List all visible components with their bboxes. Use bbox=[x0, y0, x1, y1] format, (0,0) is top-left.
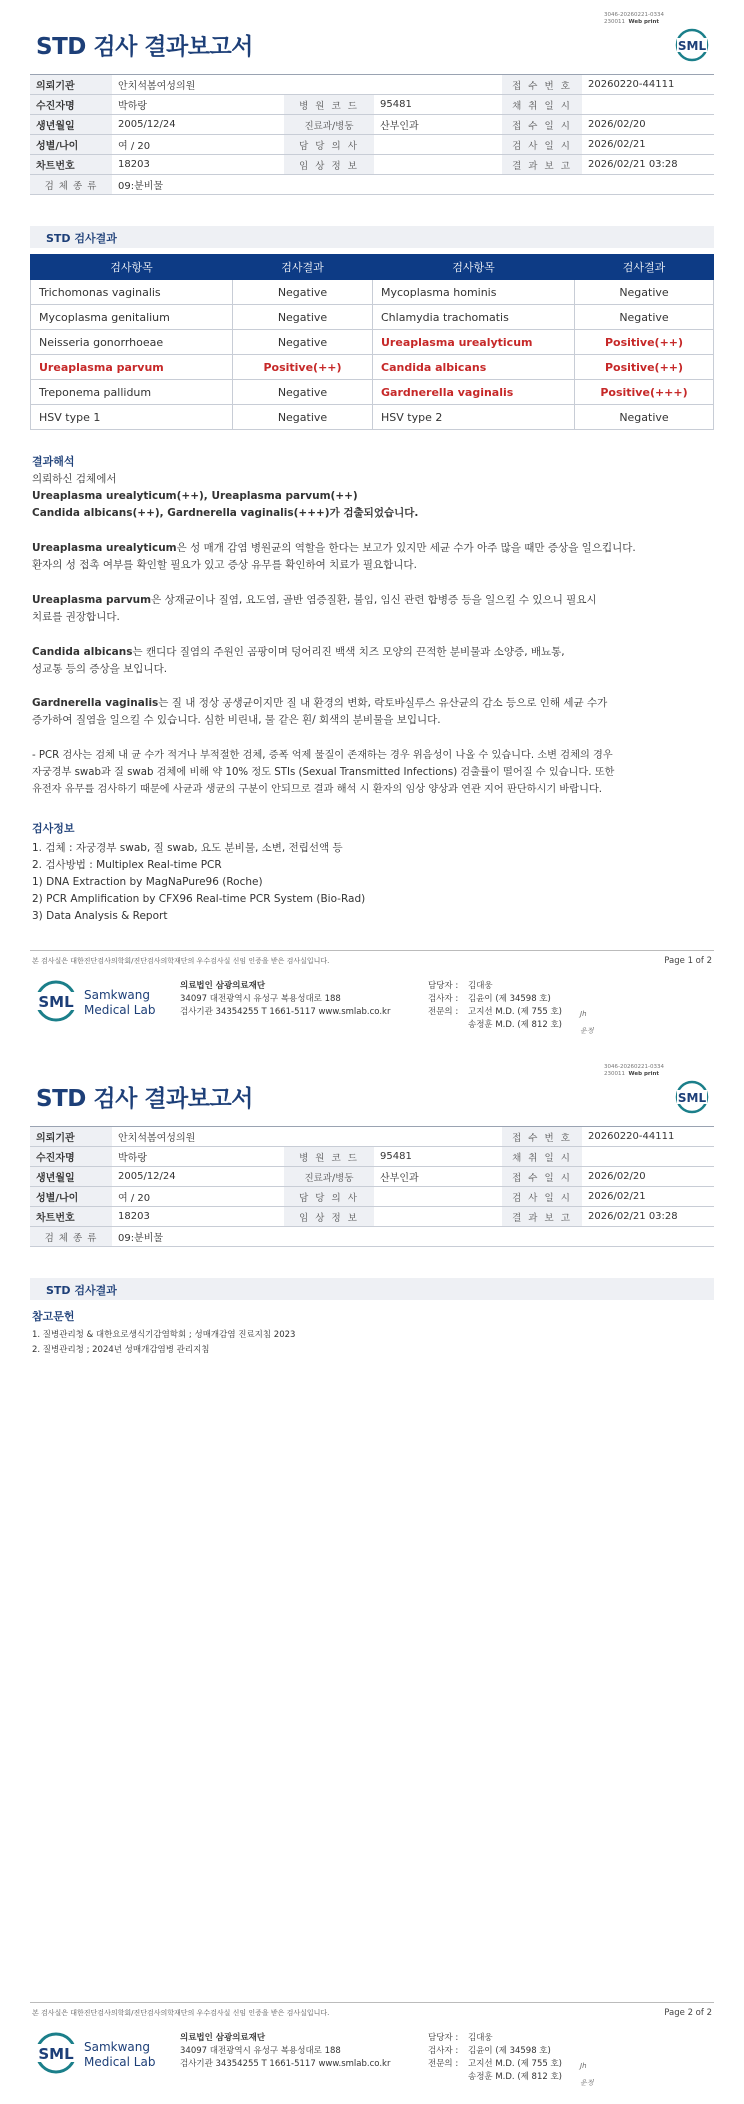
test-result-value: Positive(+++) bbox=[575, 380, 714, 405]
test-item-name: Ureaplasma urealyticum bbox=[373, 330, 575, 355]
staff-info: 담당자 : 김대웅 검사자 : 김윤이 (제 34598 호) 전문의 : 고지선 M.D. (제 755 호) 송정훈 M.D. (제 812 호) bbox=[428, 2033, 563, 2082]
test-result-value: Negative bbox=[233, 280, 373, 305]
interp-up: Ureaplasma parvum은 상재균이나 질염, 요도염, 골반 염증질환, 불임, 임신 관련 합병증 등을 일으킬 수 있으니 필요시 치료를 권장합니다. bbox=[32, 594, 597, 623]
references-list: 1. 질병관리청 & 대한요로생식기감염학회 ; 성매개감염 진료지침 2023 2. 질병관리청 ; 2024년 성매개감염병 관리지침 bbox=[32, 1330, 296, 1355]
footer-divider bbox=[30, 950, 714, 951]
test-item-name: Ureaplasma parvum bbox=[31, 355, 233, 380]
test-result-value: Positive(++) bbox=[575, 355, 714, 380]
test-item-name: HSV type 2 bbox=[373, 405, 575, 430]
result-row bbox=[31, 330, 714, 355]
interpretation-summary: 의뢰하신 검체에서 Ureaplasma urealyticum(++), Ureaplasma parvum(++) Candida albicans(++), Gardnerella vaginalis(+++)가 검출되었습니다. bbox=[32, 473, 419, 519]
report-page-2 bbox=[0, 1052, 744, 2104]
section-header: STD 검사결과 bbox=[30, 1278, 714, 1300]
std-results-table: 검사항목 검사결과 검사항목 검사결과 Trichomonas vaginalis Negative Mycoplasma hominis Negative Mycoplasma genitalium Negative Chlamydia trachomatis Negative Neisseria gonorrhoeae Negative Ureaplasma urealyticum Positive(++) Ureaplasma parvum Positive(++) Candida albicans Positive(++) Treponema pallidum Negative Gardnerella vaginalis Positive(+++) HSV type 1 Negative HSV type 2 Negative bbox=[30, 254, 714, 430]
interp-ca: Candida albicans는 캔디다 질염의 주원인 곰팡이며 덩어리진 백색 치즈 모양의 끈적한 분비물과 소양증, 배뇨통, 성교통 등의 증상을 보입니다. bbox=[32, 646, 565, 675]
page-number: Page 2 of 2 bbox=[664, 2008, 712, 2018]
signature-1: Jh bbox=[580, 1010, 587, 1018]
test-result-value: Negative bbox=[233, 305, 373, 330]
svg-text:Medical Lab: Medical Lab bbox=[84, 1003, 156, 1017]
svg-text:SML: SML bbox=[677, 1091, 707, 1105]
svg-text:Samkwang: Samkwang bbox=[84, 988, 150, 1002]
svg-text:SML: SML bbox=[38, 2045, 74, 2063]
test-item-name: Candida albicans bbox=[373, 355, 575, 380]
sml-logo-icon bbox=[674, 28, 710, 62]
staff-info: 담당자 : 김대웅 검사자 : 김윤이 (제 34598 호) 전문의 : 고지선 M.D. (제 755 호) 송정훈 M.D. (제 812 호) bbox=[428, 981, 563, 1030]
samkwang-logo-icon bbox=[36, 978, 156, 1024]
test-item-name: Mycoplasma genitalium bbox=[31, 305, 233, 330]
test-item-name: HSV type 1 bbox=[31, 405, 233, 430]
signature-2: 운정 bbox=[580, 1027, 594, 1035]
sml-logo-icon bbox=[674, 1080, 710, 1114]
accreditation-note: 본 검사실은 대한진단검사의학회/진단검사의학재단의 우수검사실 신임 인증을 받은 검사실입니다. bbox=[32, 957, 330, 965]
result-row bbox=[31, 405, 714, 430]
received-no-value: 20260220-44111 bbox=[582, 75, 714, 95]
interp-uu: Ureaplasma urealyticum은 성 매개 감염 병원균의 역할을 한다는 보고가 있지만 세균 수가 아주 많을 때만 증상을 일으킵니다. 환자의 성 접촉 여부를 확인할 필요가 있고 증상 유무를 확인하여 치료가 필요합니다. bbox=[32, 542, 636, 571]
patient-info-table: 의뢰기관 안치석봄여성의원 접 수 번 호 20260220-44111 수진자명 박하랑 병 원 코 드 95481 채 취 일 시 생년월일 2005/12/24 진료과/병동 산부인과 접 수 일 시 2026/02/20 성별/나이 여 / 20 담 당 의 사 검 사 일 시 2026/02/21 차트번호 18203 임 상 정 보 결 과 보 고 2026/02/21 03:28 검 체 종 류 09:분비물 bbox=[30, 74, 714, 195]
test-item-name: Chlamydia trachomatis bbox=[373, 305, 575, 330]
references-title: 참고문헌 bbox=[32, 1310, 75, 1323]
interp-gv: Gardnerella vaginalis는 질 내 정상 공생균이지만 질 내 환경의 변화, 락토바실루스 유산균의 감소 등으로 인해 세균 수가 증가하여 질염을 일으킬 수 있습니다. 심한 비린내, 물 같은 흰/ 회색의 분비물을 보입니다. bbox=[32, 697, 608, 726]
test-item-name: Treponema pallidum bbox=[31, 380, 233, 405]
report-title: STD 검사 결과보고서 bbox=[36, 34, 253, 60]
test-result-value: Negative bbox=[575, 280, 714, 305]
signature-1: Jh bbox=[580, 2062, 587, 2070]
svg-text:Medical Lab: Medical Lab bbox=[84, 2055, 156, 2069]
test-result-value: Negative bbox=[575, 305, 714, 330]
test-item-name: Mycoplasma hominis bbox=[373, 280, 575, 305]
samkwang-logo-icon bbox=[36, 2030, 156, 2076]
footer-divider bbox=[30, 2002, 714, 2003]
svg-text:Samkwang: Samkwang bbox=[84, 2040, 150, 2054]
result-row bbox=[31, 305, 714, 330]
test-item-name: Neisseria gonorrhoeae bbox=[31, 330, 233, 355]
result-row bbox=[31, 280, 714, 305]
result-row bbox=[31, 380, 714, 405]
svg-text:SML: SML bbox=[677, 39, 707, 53]
test-item-name: Gardnerella vaginalis bbox=[373, 380, 575, 405]
document-code: 3046-20260221-0334 230011 Web print bbox=[604, 1064, 664, 1077]
report-title: STD 검사 결과보고서 bbox=[36, 1086, 253, 1112]
test-result-value: Positive(++) bbox=[575, 330, 714, 355]
test-result-value: Negative bbox=[233, 380, 373, 405]
signature-2: 운정 bbox=[580, 2079, 594, 2087]
result-row bbox=[31, 355, 714, 380]
section-header: STD 검사결과 bbox=[30, 226, 714, 248]
accreditation-note: 본 검사실은 대한진단검사의학회/진단검사의학재단의 우수검사실 신임 인증을 받은 검사실입니다. bbox=[32, 2009, 330, 2017]
svg-text:SML: SML bbox=[38, 993, 74, 1011]
test-info: 1. 검체 : 자궁경부 swab, 질 swab, 요도 분비물, 소변, 전립선액 등 2. 검사방법 : Multiplex Real-time PCR 1) DNA Extraction by MagNaPure96 (Roche) 2) PCR Amplification by CFX96 Real-time PCR System (Bio-Rad) 3) Data Analysis & Report bbox=[32, 842, 366, 922]
test-info-title: 검사정보 bbox=[32, 822, 75, 835]
patient-name-value: 박하랑 bbox=[112, 95, 284, 115]
interpretation-title: 결과해석 bbox=[32, 455, 75, 468]
interp-pcr-note: - PCR 검사는 검체 내 균 수가 적거나 부적절한 검체, 증폭 억제 물질이 존재하는 경우 위음성이 나올 수 있습니다. 소변 검체의 경우 자궁경부 swab과 질 swab 검체에 비해 약 10% 정도 STIs (Sexual Transmitted Infections) 검출률이 떨어질 수 있습니다. 또한 유전자 유무를 검사하기 때문에 사균과 생균의 구분이 안되므로 결과 해석 시 환자의 임상 양상과 연관 지어 판단하시기 바랍니다. bbox=[32, 750, 615, 795]
requester-value: 안치석봄여성의원 bbox=[112, 75, 502, 95]
test-result-value: Negative bbox=[575, 405, 714, 430]
organization-info: 의료법인 삼광의료재단 34097 대전광역시 유성구 복용성대로 188 검사기관 34354255 T 1661-5117 www.smlab.co.kr bbox=[180, 2033, 391, 2069]
document-code: 3046-20260221-0334 230011 Web print bbox=[604, 12, 664, 25]
test-result-value: Negative bbox=[233, 405, 373, 430]
organization-info: 의료법인 삼광의료재단 34097 대전광역시 유성구 복용성대로 188 검사기관 34354255 T 1661-5117 www.smlab.co.kr bbox=[180, 981, 391, 1017]
page-number: Page 1 of 2 bbox=[664, 956, 712, 966]
test-item-name: Trichomonas vaginalis bbox=[31, 280, 233, 305]
test-result-value: Positive(++) bbox=[233, 355, 373, 380]
test-result-value: Negative bbox=[233, 330, 373, 355]
patient-info-table: 의뢰기관 안치석봄여성의원 접 수 번 호 20260220-44111 수진자명 박하랑 병 원 코 드 95481 채 취 일 시 생년월일 2005/12/24 진료과/병동 산부인과 접 수 일 시 2026/02/20 성별/나이 여 / 20 담 당 의 사 검 사 일 시 2026/02/21 차트번호 18203 임 상 정 보 결 과 보 고 2026/02/21 03:28 검 체 종 류 09:분비물 bbox=[30, 1126, 714, 1247]
